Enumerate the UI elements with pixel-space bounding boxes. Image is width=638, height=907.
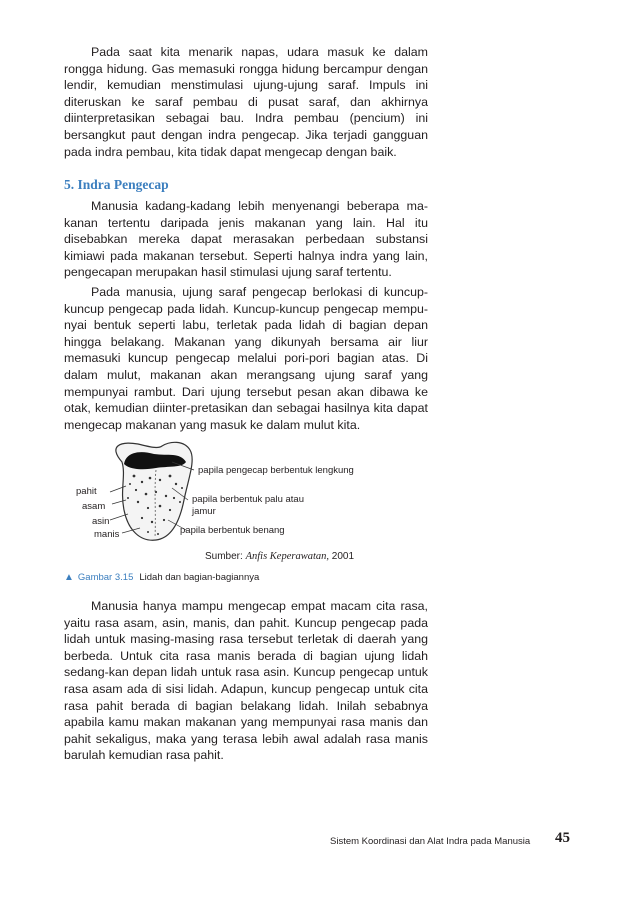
label-papila-palu-line2: jamur <box>192 506 216 517</box>
running-footer: Sistem Koordinasi dan Alat Indra pada Manusia <box>330 836 531 847</box>
paragraph-kuncup-pengecap: Pada manusia, ujung saraf pengecap berlokasi di kuncup-kuncup pengecap pada lidah. Kuncup-kuncup pengecap mempu-nyai bentuk seperti labu, terletak pada lidah di bagian depan hingga belakang. Makanan yang dikunyah bersama air liur memasuki kuncup pengecap melalui pori-pori bagian atas. Di dalam mulut, makanan akan merangsang ujung saraf yang mempunyai rambut. Dari ujung tersebut pesan akan dibawa ke otak, kemudian diinter-pretasikan dan sebagai hasilnya kita dapat mengecap makanan yang masuk ke dalam mulut kita. <box>64 285 428 432</box>
figure-caption <box>64 572 259 583</box>
label-asam: asam <box>82 501 106 512</box>
label-pahit: pahit <box>76 486 97 497</box>
tongue-figure <box>64 440 434 555</box>
label-papila-lengkung: papila pengecap berbentuk lengkung <box>198 465 354 476</box>
triangle-marker-icon: ▲ <box>64 572 74 583</box>
figure-source <box>205 551 354 562</box>
label-asin: asin <box>92 516 110 527</box>
page-number: 45 <box>555 830 570 846</box>
paragraph-pengecap-intro: Manusia kadang-kadang lebih menyenangi beberapa ma-kanan tertentu daripada jenis makanan yang lain. Hal itu disebabkan mereka dapat merasakan perbedaan substansi kimiawi pada makanan tersebut. Seperti halnya indra yang lain, pengecapan merupakan hasil stimulasi ujung saraf tertentu. <box>64 199 428 280</box>
source-prefix: Sumber: <box>205 551 246 562</box>
label-papila-benang: papila berbentuk benang <box>180 525 285 536</box>
source-year: 2001 <box>329 551 355 562</box>
figure-caption-text: Lidah dan bagian-bagiannya <box>139 572 260 583</box>
paragraph-cita-rasa: Manusia hanya mampu mengecap empat macam cita rasa, yaitu rasa asam, asin, manis, dan pahit. Kuncup pengecap pada lidah untuk masing-masing rasa tersebut terletak di daerah yang berbeda. Untuk cita rasa manis berada di bagian ujung lidah sedang-kan depan lidah untuk rasa asin. Kuncup pengecap untuk rasa asam ada di sisi lidah. Adapun, kuncup pengecap untuk cita rasa pahit berada di bagian belakang lidah. Inilah sebabnya apabila kamu makan makanan yang mempunyai rasa manis dan pahit sekaligus, maka yang terasa lebih awal adalah rasa manis barulah kemudian rasa pahit. <box>64 599 428 763</box>
figure-number: Gambar 3.15 <box>77 572 134 583</box>
section-heading: 5. Indra Pengecap <box>64 177 169 192</box>
label-manis: manis <box>94 529 120 540</box>
paragraph-pembau: Pada saat kita menarik napas, udara masuk ke dalam rongga hidung. Gas memasuki rongga hidung bercampur dengan lendir, kemudian menstimulasi ujung-ujung saraf. Impuls ini diteruskan ke saraf pembau di pusat saraf, dan akhirnya diinterpretasikan sebagai bau. Indra pembau (pencium) ini bersangkut paut dengan indra pengecap. Jika terjadi gangguan pada indra pembau, kita tidak dapat mengecap dengan baik. <box>64 45 428 159</box>
source-title: Anfis Keperawatan, <box>245 551 329 562</box>
label-papila-palu-line1: papila berbentuk palu atau <box>192 494 304 505</box>
